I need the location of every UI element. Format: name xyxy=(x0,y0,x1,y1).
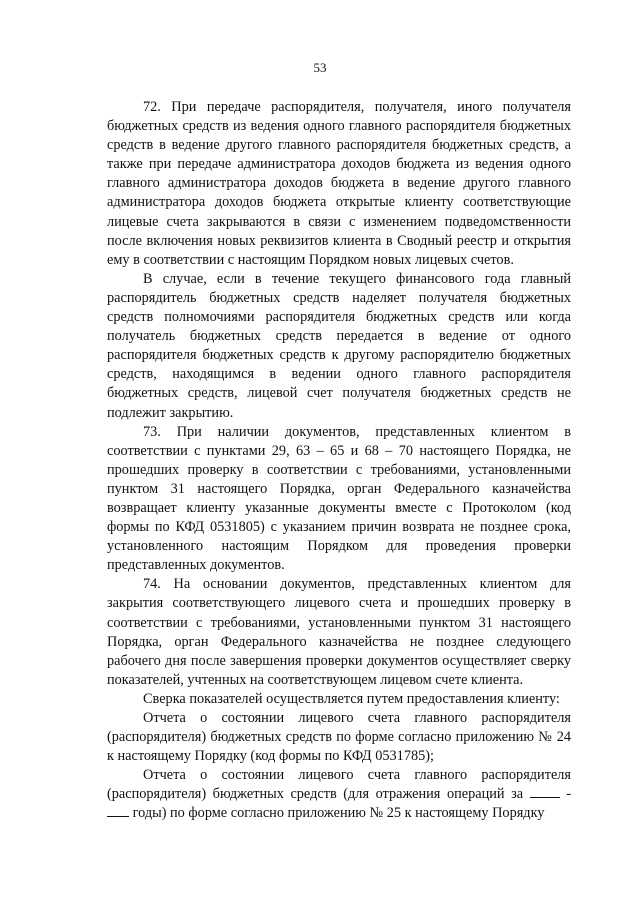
paragraph-74-report-2 xyxy=(107,766,571,823)
paragraph-74: 74. На основании документов, представленных клиентом для закрытия соответствующего лицевого счета и прошедших проверку в соответствии с требованиями, установленными пунктом 31 настоящего Порядка, орган Федерального казначейства не позднее следующего рабочего дня после завершения проверки документов осуществляет сверку показателей, учтенных на соответствующем лицевом счете клиента. xyxy=(107,576,571,688)
blank-year-to xyxy=(107,804,129,817)
paragraph-73: 73. При наличии документов, представленных клиентом в соответствии с пунктами 29, 63 – 65 и 68 – 70 настоящего Порядка, не прошедших проверку в соответствии с требованиями, установленными пунктом 31 настоящего Порядка, орган Федерального казначейства возвращает клиенту указанные документы вместе с Протоколом (код формы по КФД 0531805) с указанием причин возврата не позднее срока, установленного настоящим Порядком для проведения проверки представленных документов. xyxy=(107,423,571,574)
paragraph-72-case: В случае, если в течение текущего финансового года главный распорядитель бюджетных средств наделяет получателя бюджетных средств полномочиями распорядителя бюджетных средств или когда получатель бюджетных средств передается в ведение от одного распорядителя бюджетных средств к другому распорядителю бюджетных средств, находящимся в ведении одного главного распорядителя бюджетных средств, лицевой счет получателя бюджетных средств не подлежит закрытию. xyxy=(107,270,571,421)
paragraph-74-report-1: Отчета о состоянии лицевого счета главного распорядителя (распорядителя) бюджетных средств по форме согласно приложению № 24 к настоящему Порядку (код формы по КФД 0531785); xyxy=(107,710,571,765)
blank-year-from xyxy=(530,785,560,798)
report-2-text-start: Отчета о состоянии лицевого счета главного распорядителя (распорядителя) бюджетных средств (для отражения операций за xyxy=(107,767,571,803)
document-body xyxy=(107,98,571,824)
report-2-text-end: годы) по форме согласно приложению № 25 к настоящему Порядку xyxy=(129,805,545,822)
report-2-dash: - xyxy=(559,786,571,803)
page-number: 53 xyxy=(313,60,327,75)
paragraph-74-reconcile: Сверка показателей осуществляется путем предоставления клиенту: xyxy=(143,690,560,707)
paragraph-72: 72. При передаче распорядителя, получателя, иного получателя бюджетных средств из ведения одного главного распорядителя бюджетных средств в ведение другого главного распорядителя бюджетных средств, а также при передаче администратора доходов бюджета из ведения одного главного администратора доходов бюджета в ведение другого главного администратора доходов бюджета открытые клиенту соответствующие лицевые счета закрываются в связи с изменением подведомственности после включения новых реквизитов клиента в Сводный реестр и открытия ему в соответствии с настоящим Порядком новых лицевых счетов. xyxy=(107,99,571,268)
